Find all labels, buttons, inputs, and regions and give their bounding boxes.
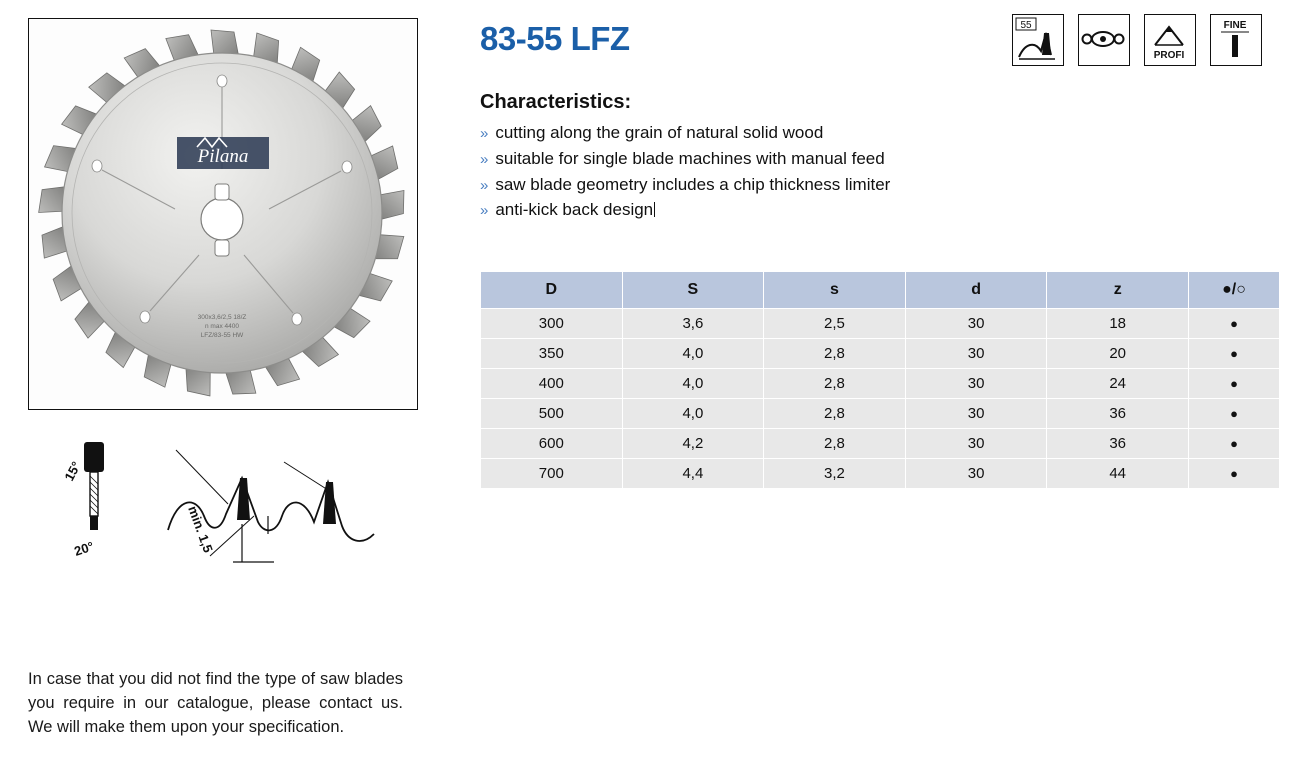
- characteristics-list: [480, 120, 1280, 223]
- list-item-label: cutting along the grain of natural solid wood: [495, 123, 824, 142]
- svg-text:300x3,6/2,5 18/Z: 300x3,6/2,5 18/Z: [197, 314, 247, 321]
- column-header-z: z: [1047, 272, 1189, 309]
- list-item: [480, 120, 1280, 146]
- saw-blade-illustration: [29, 19, 415, 407]
- table-row: [481, 369, 1280, 399]
- column-header-D: D: [481, 272, 623, 309]
- cell-D: 400: [481, 369, 623, 399]
- footer-note: In case that you did not find the type of saw blades you require in our catalogue, please contact us. We will make them upon your specification.: [28, 670, 403, 736]
- cell-z: 36: [1047, 429, 1189, 459]
- right-column: [480, 14, 1280, 489]
- saw-blade-photo: [28, 18, 418, 410]
- tooth-geometry-svg: [28, 438, 428, 598]
- column-header-S: S: [622, 272, 764, 309]
- list-item: [480, 146, 1280, 172]
- cell-D: 700: [481, 459, 623, 489]
- cell-D: 600: [481, 429, 623, 459]
- cell-z: 18: [1047, 309, 1189, 339]
- cell-D: 300: [481, 309, 623, 339]
- cell-availability: ●: [1189, 429, 1280, 459]
- left-column: [28, 18, 428, 598]
- cell-D: 500: [481, 399, 623, 429]
- table-header-row: [481, 272, 1280, 309]
- column-header-availability: ●/○: [1189, 272, 1280, 309]
- cell-S: 3,6: [622, 309, 764, 339]
- cell-z: 24: [1047, 369, 1189, 399]
- list-item-label: suitable for single blade machines with manual feed: [495, 148, 885, 168]
- list-item: [480, 197, 1280, 223]
- cell-availability: ●: [1189, 459, 1280, 489]
- angle-bottom-label: 20°: [72, 538, 96, 559]
- cell-S: 4,0: [622, 369, 764, 399]
- cell-s: 2,8: [764, 339, 906, 369]
- column-header-s: s: [764, 272, 906, 309]
- cell-d: 30: [905, 429, 1047, 459]
- chevron-bullet-icon: »: [480, 125, 489, 142]
- table-row: [481, 399, 1280, 429]
- list-item-label: saw blade geometry includes a chip thickness limiter: [495, 174, 891, 194]
- cell-s: 2,5: [764, 309, 906, 339]
- cell-availability: ●: [1189, 369, 1280, 399]
- list-item: [480, 172, 1280, 198]
- page-title: 83-55 LFZ: [480, 20, 630, 57]
- cell-d: 30: [905, 459, 1047, 489]
- pictogram-label-fine: FINE: [1223, 20, 1247, 31]
- cell-availability: ●: [1189, 309, 1280, 339]
- svg-text:LFZ/83-55 HW: LFZ/83-55 HW: [200, 332, 244, 339]
- angle-top-label: 15°: [61, 458, 84, 484]
- cell-z: 36: [1047, 399, 1189, 429]
- characteristics-heading: Characteristics:: [480, 91, 632, 113]
- cell-d: 30: [905, 309, 1047, 339]
- cell-S: 4,4: [622, 459, 764, 489]
- cell-availability: ●: [1189, 399, 1280, 429]
- cell-d: 30: [905, 399, 1047, 429]
- tool-icon: [84, 442, 104, 530]
- tooth-angle-55-icon: [1012, 14, 1064, 66]
- table-row: [481, 339, 1280, 369]
- specification-table: [480, 271, 1280, 489]
- svg-text:Pilana: Pilana: [197, 146, 249, 167]
- svg-text:n max 4400: n max 4400: [205, 323, 239, 330]
- cell-S: 4,0: [622, 399, 764, 429]
- brand-logo: [177, 137, 269, 169]
- table-row: [481, 309, 1280, 339]
- column-header-d: d: [905, 272, 1047, 309]
- cell-z: 20: [1047, 339, 1189, 369]
- cell-S: 4,0: [622, 339, 764, 369]
- cell-d: 30: [905, 339, 1047, 369]
- pictogram-label-profi: PROFI: [1153, 50, 1185, 61]
- hub-bore-icon: [1078, 14, 1130, 66]
- cell-s: 2,8: [764, 399, 906, 429]
- chevron-bullet-icon: »: [480, 150, 489, 168]
- cell-availability: ●: [1189, 339, 1280, 369]
- text-cursor: [654, 202, 655, 217]
- cell-S: 4,2: [622, 429, 764, 459]
- chevron-bullet-icon: »: [480, 176, 489, 194]
- cell-z: 44: [1047, 459, 1189, 489]
- cell-s: 2,8: [764, 369, 906, 399]
- tooth-geometry-diagram: [28, 438, 428, 598]
- cell-d: 30: [905, 369, 1047, 399]
- list-item-label: anti-kick back design: [495, 200, 654, 220]
- chevron-bullet-icon: »: [480, 202, 489, 220]
- cell-D: 350: [481, 339, 623, 369]
- table-row: [481, 459, 1280, 489]
- profi-quality-icon: [1144, 14, 1196, 66]
- cell-s: 3,2: [764, 459, 906, 489]
- fine-cut-icon: [1210, 14, 1262, 66]
- pictogram-row: [1012, 14, 1262, 66]
- pictogram-label-55: 55: [1020, 20, 1032, 31]
- table-row: [481, 429, 1280, 459]
- cell-s: 2,8: [764, 429, 906, 459]
- limiter-label: min. 1,5: [185, 503, 216, 555]
